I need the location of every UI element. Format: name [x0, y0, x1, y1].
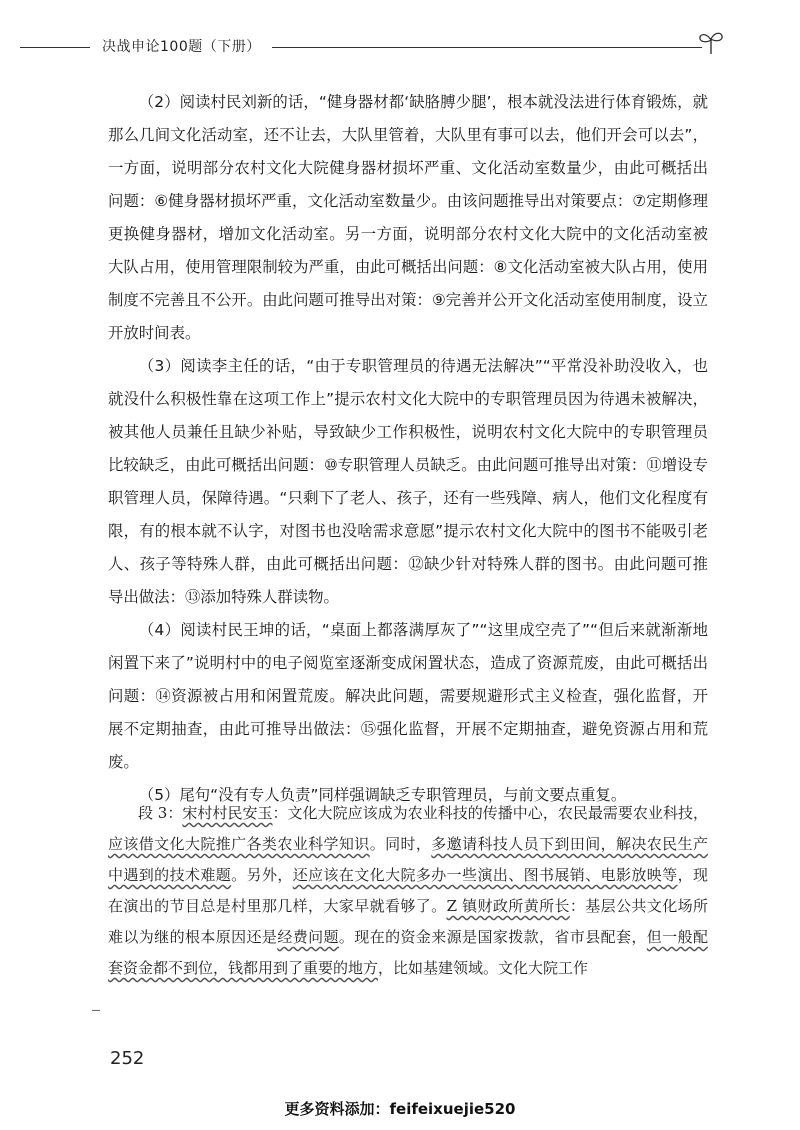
sprout-icon [696, 28, 726, 56]
underlined-phrase: 还应该在文化大院多办一些演出、图书展销、电影放映等 [292, 866, 678, 884]
underlined-phrase: 应该借文化大院推广各类农业科学知识 [108, 835, 370, 853]
underlined-phrase: 但一般配套资金都不到位，钱都用到了重要的地方 [108, 928, 708, 977]
underlined-phrase: 多邀请科技人员下到田间，解决农民生产中遇到的技术难题 [108, 835, 708, 884]
header-rule-right [272, 47, 702, 48]
analysis-paragraph-3: （3）阅读李主任的话，“由于专职管理员的待遇无法解决”“平常没补助没收入，也就没什么积极性靠在这项工作上”提示农村文化大院中的专职管理员因为待遇未被解决，被其他人员兼任且缺少补贴，导致缺少工作积极性，说明农村文化大院中的专职管理员比较缺乏，由此可概括出问题：⑩专职管理人员缺乏。由此问题可推导出对策：⑪增设专职管理人员，保障待遇。“只剩下了老人、孩子，还有一些残障、病人，他们文化程度有限，有的根本就不认字，对图书也没啥需求意愿”提示农村文化大院中的图书不能吸引老人、孩子等特殊人群，由此可概括出问题：⑫缺少针对特殊人群的图书。由此问题可推导出做法：⑬添加特殊人群读物。 [108, 357, 708, 606]
underlined-phrase: Z 镇财政所黄所长 [446, 897, 570, 915]
underlined-phrase: 经费问题 [277, 928, 339, 946]
analysis-paragraph-2: （2）阅读村民刘新的话，“健身器材都‘缺胳膊少腿’，根本就没法进行体育锻炼，就那么几间文化活动室，还不让去，大队里管着，大队里有事可以去，他们开会可以去”，一方面，说明部分农村文化大院健身器材损坏严重、文化活动室数量少，由此可概括出问题：⑥健身器材损坏严重，文化活动室数量少。由该问题推导出对策要点：⑦定期修理更换健身器材，增加文化活动室。另一方面，说明部分农村文化大院中的文化活动室被大队占用，使用管理限制较为严重，由此可概括出问题：⑧文化活动室被大队占用，使用制度不完善且不公开。由此问题可推导出对策：⑨完善并公开文化活动室使用制度，设立开放时间表。 [108, 93, 708, 342]
excerpt-text: ，现在演出的节目总是村里那几样，大家早就看够了。 [108, 866, 708, 915]
excerpt-text: ：基层公共文化场所难以为继的根本原因还是 [108, 897, 708, 946]
analysis-text [108, 86, 708, 812]
margin-mark [92, 1010, 100, 1011]
excerpt-text: 。另外， [231, 866, 293, 884]
excerpt-label: 段 3： [138, 804, 183, 822]
material-excerpt-paragraph-3 [108, 798, 708, 984]
page-number: 252 [110, 1048, 145, 1069]
header-rule-left [20, 47, 90, 48]
excerpt-text: ，比如基建领域。文化大院工作 [378, 959, 589, 977]
analysis-paragraph-4: （4）阅读村民王坤的话，“桌面上都落满厚灰了”“这里成空壳了”“但后来就渐渐地闲置下来了”说明村中的电子阅览室逐渐变成闲置状态，造成了资源荒废，由此可概括出问题：⑭资源被占用和闲置荒废。解决此问题，需要规避形式主义检查，强化监督，开展不定期抽查，由此可推导出做法：⑮强化监督，开展不定期抽查，避免资源占用和荒废。 [108, 621, 708, 771]
running-header [20, 34, 720, 58]
footer-note: 更多资料添加：feifeixuejie520 [284, 1100, 516, 1118]
book-title: 决战申论100题（下册） [102, 39, 261, 55]
analysis-paragraph-5: （5）尾句“没有专人负责”同样强调缺乏专职管理员，与前文要点重复。 [138, 786, 627, 804]
excerpt-text: 。现在的资金来源是国家拨款，省市县配套， [338, 928, 647, 946]
underlined-phrase: 宋村村民安玉 [182, 804, 273, 822]
excerpt-text: ：文化大院应该成为农业科技的传播中心，农民最需要农业科技， [272, 804, 708, 822]
excerpt-text: 。同时， [369, 835, 432, 853]
